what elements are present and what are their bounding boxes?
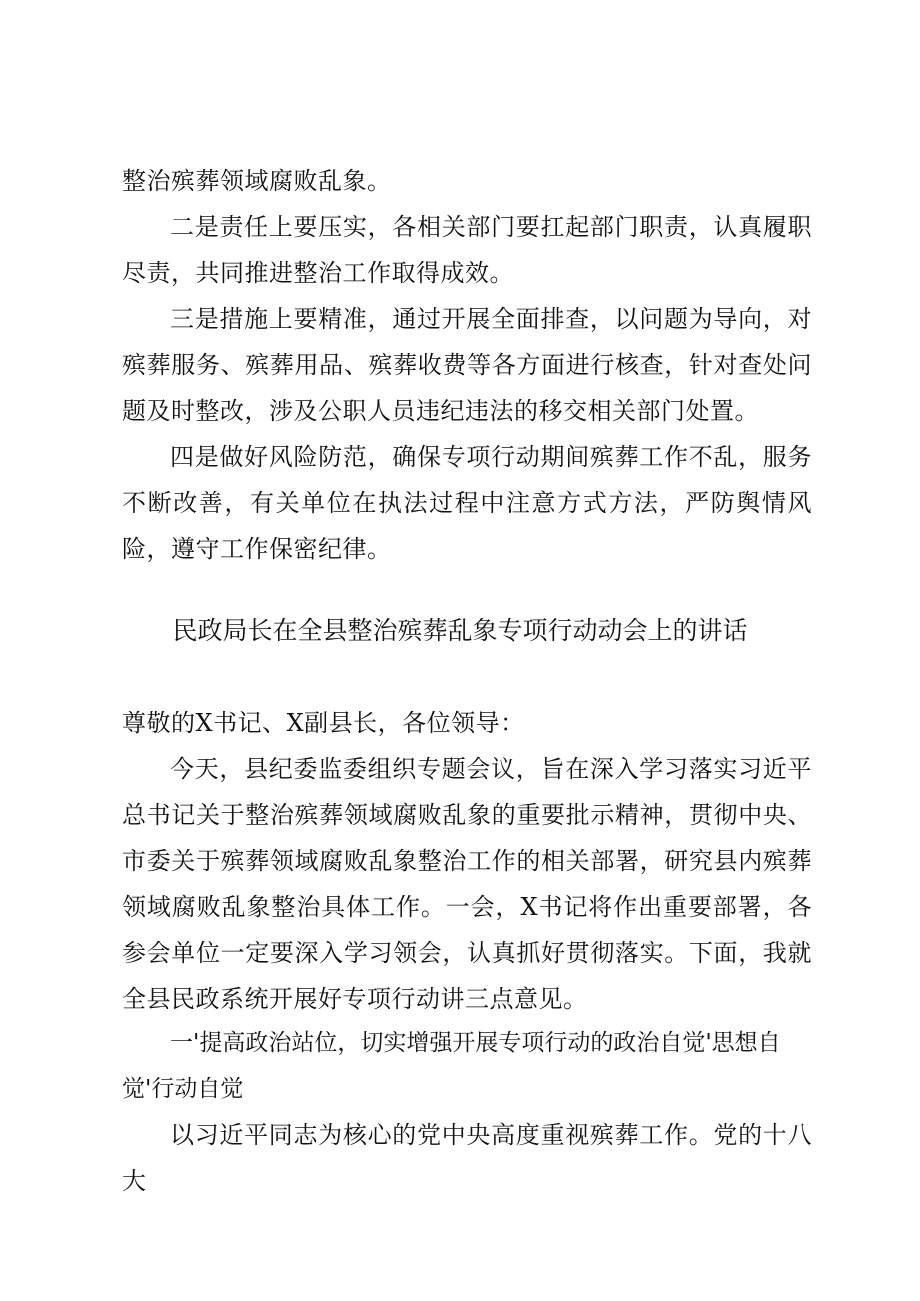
paragraph-continuation: 整治殡葬领域腐败乱象。: [122, 167, 392, 195]
paragraph-responsibility: 二是责任上要压实，各相关部门要扛起部门职责，认真履职尽责，共同推进整治工作取得成效。: [122, 213, 812, 287]
section-heading-1: 一'提高政治站位，切实增强开展专项行动的政治自觉'思想自觉'行动自觉: [122, 1030, 781, 1102]
speech-title: 民政局长在全县整治殡葬乱象专项行动动会上的讲话: [172, 616, 748, 645]
paragraph-opening: 今天，县纪委监委组织专题会议，旨在深入学习落实习近平总书记关于整治殡葬领域腐败乱象的重要批示精神，贯彻中央、市委关于殡葬领域腐败乱象整治工作的相关部署，研究县内殡葬领域腐败乱象整治具体工作。一会，X书记将作出重要部署，各参会单位一定要深入学习领会，认真抓好贯彻落实。下面，我就全县民政系统开展好专项行动讲三点意见。: [122, 755, 812, 1013]
paragraph-section-1: 以习近平同志为核心的党中央高度重视殡葬工作。党的十八大: [122, 1121, 812, 1195]
paragraph-risk-prevention: 四是做好风险防范，确保专项行动期间殡葬工作不乱，服务不断改善，有关单位在执法过程中注意方式方法，严防舆情风险，遵守工作保密纪律。: [122, 443, 812, 563]
salutation: 尊敬的X书记、X副县长，各位领导：: [122, 709, 525, 737]
paragraph-measures: 三是措施上要精准，通过开展全面排查，以问题为导向，对殡葬服务、殡葬用品、殡葬收费等各方面进行核查，针对查处问题及时整改，涉及公职人员违纪违法的移交相关部门处置。: [122, 305, 812, 425]
